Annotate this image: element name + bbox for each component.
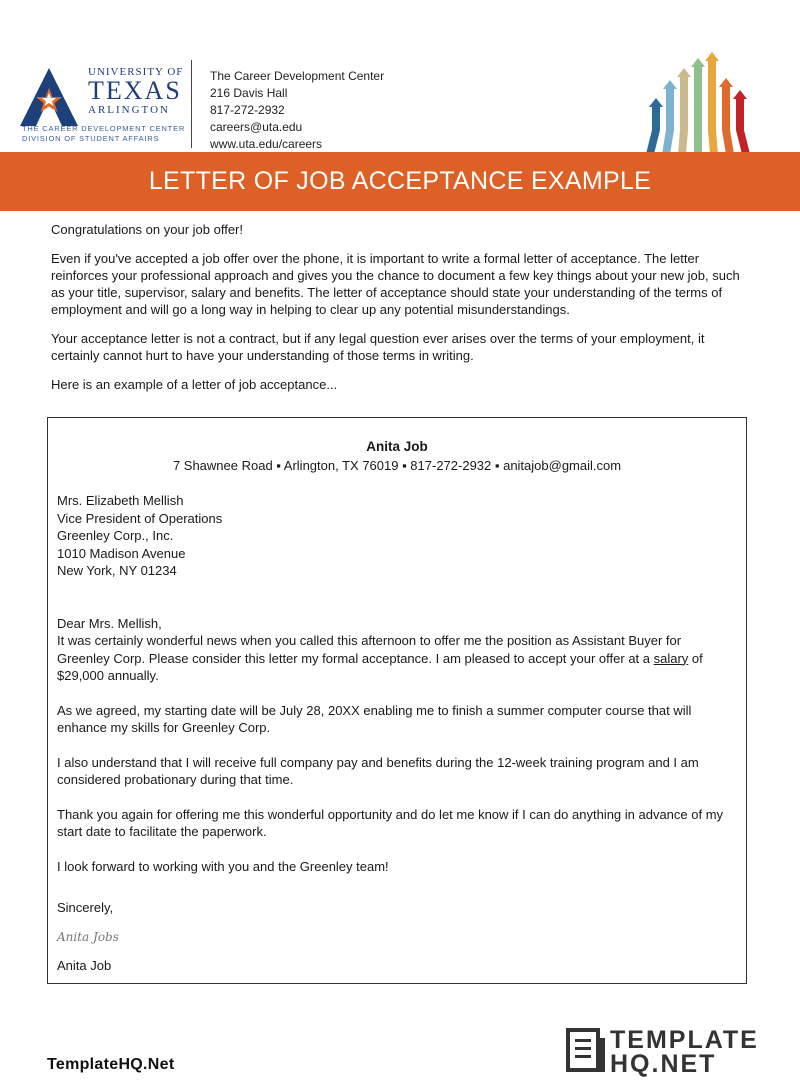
intro-paragraph-2: Even if you've accepted a job offer over the phone, it is important to write a formal letter of acceptance. The letter reinforces your professional approach and gives you the chance to document a few key things about your new job, such as your title, supervisor, salary and benefits. The letter of acceptance should state your understanding of the terms of employment and will go a long way in helping to clear up any potential misunderstandings. [51,251,740,317]
intro-paragraph-3: Your acceptance letter is not a contract, but if any legal question ever arises over the terms of your employment, it certainly cannot hurt to have your understanding of those terms in writing. [51,331,705,363]
logo-division: DIVISION OF STUDENT AFFAIRS [22,134,160,143]
intro-paragraph-4: Here is an example of a letter of job acceptance... [51,377,338,392]
arrow-icon [677,68,691,154]
closing: Sincerely, [57,900,114,915]
sender-address: 7 Shawnee Road ▪ Arlington, TX 76019 ▪ 817-272-2932 ▪ anitajob@gmail.com [172,457,622,473]
uta-logo [18,62,188,152]
recipient-line: New York, NY 01234 [57,563,177,578]
rising-arrows-graphic [630,50,755,154]
signed-name: Anita Job [57,958,112,973]
letter-paragraph-5: I look forward to working with you and the Greenley team! [57,858,389,874]
recipient-block [57,492,737,580]
salutation: Dear Mrs. Mellish, [57,615,162,631]
letter-paragraph-2: As we agreed, my starting date will be July 28, 20XX enabling me to finish a summer computer course that will enhance my skills for Greenley Corp. [57,702,692,735]
footer-site-name[interactable]: TemplateHQ.Net [47,1056,175,1073]
letter-p1-text: It was certainly wonderful news when you called this afternoon to offer me the position as Assistant Buyer for Greenley Corp. Please consider this letter my formal acceptance. I am pleased to accept your offer at a [57,633,682,666]
example-letter [47,417,747,984]
document-icon [566,1028,608,1074]
logo-line-2: HQ.NET [610,1050,717,1078]
arrow-icon [646,98,663,154]
page-title-banner [0,152,800,211]
templatehq-logo [566,1026,759,1078]
letter-p1-end: of $29,000 annually. [57,650,703,683]
sender-name: Anita Job [366,439,428,454]
arrow-icon [719,78,734,154]
arrow-icon [662,80,677,154]
logo-texas: TEXAS [88,76,182,105]
salary-link[interactable]: salary [653,650,689,666]
contact-block [210,68,384,153]
contact-web[interactable]: www.uta.edu/careers [210,137,323,151]
arrow-icon [733,90,750,154]
logo-university-of: UNIVERSITY OF [88,66,184,78]
logo-cdc: THE CAREER DEVELOPMENT CENTER [22,124,186,133]
recipient-line: Greenley Corp., Inc. [57,528,174,543]
signature: Anita Jobs [57,929,119,944]
arrow-icon [705,52,719,154]
logo-line-1: TEMPLATE [610,1026,759,1054]
logo-arlington: ARLINGTON [88,104,170,116]
letter-paragraph-1 [57,632,737,685]
logo-subtitle [22,124,185,144]
uta-logo-text [88,66,183,116]
contact-phone: 817-272-2932 [210,103,285,117]
uta-star-a-icon [18,66,80,128]
intro-section [51,221,751,405]
page-title: LETTER OF JOB ACCEPTANCE EXAMPLE [148,167,652,195]
intro-paragraph-1: Congratulations on your job offer! [51,222,243,237]
contact-address: 216 Davis Hall [210,86,288,100]
recipient-line: Vice President of Operations [57,510,223,526]
contact-email[interactable]: careers@uta.edu [210,120,303,134]
letter-paragraph-3: I also understand that I will receive full company pay and benefits during the 12-week training program and I am considered probationary during that time. [57,754,699,787]
arrow-icon [691,58,705,154]
recipient-line: 1010 Madison Avenue [57,545,186,561]
header-divider [191,60,192,148]
letter-paragraph-4: Thank you again for offering me this wonderful opportunity and do let me know if I can do anything in advance of my start date to facilitate the paperwork. [57,806,724,839]
recipient-line: Mrs. Elizabeth Mellish [57,493,184,508]
contact-name: The Career Development Center [210,69,385,83]
